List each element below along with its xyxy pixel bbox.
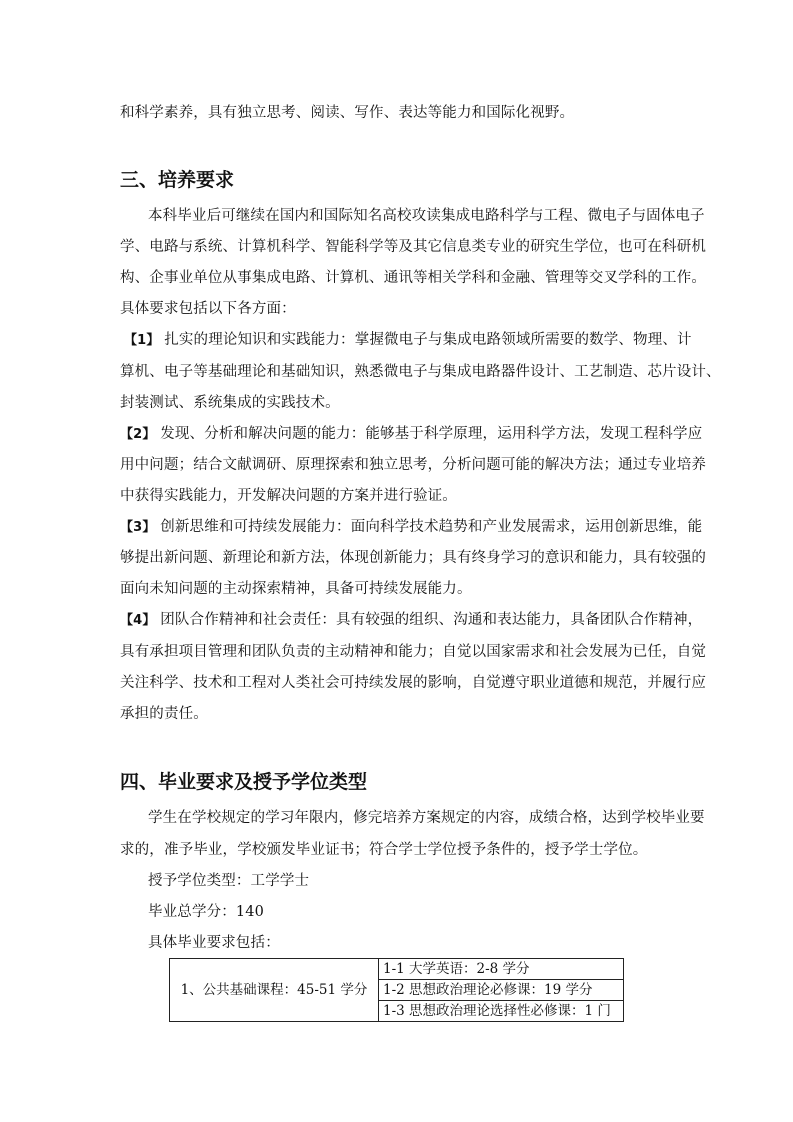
- requirement-item-2: [120, 424, 703, 445]
- requirement-item-line: 承担的责任。: [120, 706, 208, 722]
- requirement-item-3: [120, 517, 703, 538]
- item-number: 【4】: [120, 613, 156, 628]
- section4-para-line: 学生在学校规定的学习年限内，修完培养方案规定的内容，成绩合格，达到学校毕业要: [148, 810, 705, 826]
- requirement-item-line: 面向未知问题的主动探索精神，具备可持续发展能力。: [120, 581, 472, 597]
- section3-para-line: 具体要求包括以下各方面：: [120, 301, 296, 317]
- requirement-item-line: 用中问题；结合文献调研、原理探索和独立思考，分析问题可能的解决方法；通过专业培养: [120, 457, 706, 473]
- item-text: 发现、分析和解决问题的能力：能够基于科学原理，运用科学方法，发现工程科学应: [155, 426, 703, 442]
- requirement-item-line: 封装测试、系统集成的实践技术。: [120, 395, 340, 411]
- item-text: 团队合作精神和社会责任：具有较强的组织、沟通和表达能力，具备团队合作精神，: [155, 612, 703, 628]
- requirement-item-line: 关注科学、技术和工程对人类社会可持续发展的影响，自觉遵守职业道德和规范，并履行应: [120, 675, 706, 691]
- total-credits-text: 毕业总学分：140: [148, 904, 265, 920]
- table-cell: 1-3 思想政治理论选择性必修课：1 门: [379, 1001, 624, 1022]
- table-category-cell: 1、公共基础课程：45-51 学分: [170, 959, 379, 1022]
- table-cell: 1-2 思想政治理论必修课：19 学分: [379, 980, 624, 1001]
- item-text: 创新思维和可持续发展能力：面向科学技术趋势和产业发展需求，运用创新思维，能: [155, 519, 703, 535]
- section4-heading: 四、毕业要求及授予学位类型: [120, 771, 368, 793]
- graduation-requirements-table: [169, 958, 624, 1022]
- requirement-item-1: [124, 330, 692, 351]
- section4-para-line: 求的，准予毕业，学校颁发毕业证书；符合学士学位授予条件的，授予学士学位。: [120, 842, 648, 858]
- section3-para-line: 构、企事业单位从事集成电路、计算机、通讯等相关学科和金融、管理等交叉学科的工作。: [120, 270, 706, 286]
- table-cell: 1-1 大学英语：2-8 学分: [379, 959, 624, 980]
- degree-type-text: 授予学位类型：工学学士: [148, 873, 310, 889]
- requirement-item-line: 具有承担项目管理和团队负责的主动精神和能力；自觉以国家需求和社会发展为已任，自觉: [120, 644, 706, 660]
- table-row: [170, 959, 624, 980]
- item-text: 扎实的理论知识和实践能力：掌握微电子与集成电路领域所需要的数学、物理、计: [159, 332, 692, 348]
- item-number: 【2】: [120, 427, 156, 442]
- section3-para-line: 学、电路与系统、计算机科学、智能科学等及其它信息类专业的研究生学位，也可在科研机: [120, 239, 706, 255]
- requirement-item-4: [120, 610, 703, 631]
- intro-tail-text: 和科学素养，具有独立思考、阅读、写作、表达等能力和国际化视野。: [120, 105, 575, 121]
- requirement-item-line: 够提出新问题、新理论和新方法，体现创新能力；具有终身学习的意识和能力，具有较强的: [120, 550, 706, 566]
- requirement-item-line: 中获得实践能力，开发解决问题的方案并进行验证。: [120, 488, 457, 504]
- section3-para-line: 本科毕业后可继续在国内和国际知名高校攻读集成电路科学与工程、微电子与固体电子: [148, 208, 705, 224]
- section3-heading: 三、培养要求: [120, 169, 235, 191]
- item-number: 【1】: [124, 333, 160, 348]
- item-number: 【3】: [120, 520, 156, 535]
- requirement-item-line: 算机、电子等基础理论和基础知识，熟悉微电子与集成电路器件设计、工艺制造、芯片设计、: [120, 364, 721, 380]
- requirements-intro-text: 具体毕业要求包括：: [148, 935, 280, 951]
